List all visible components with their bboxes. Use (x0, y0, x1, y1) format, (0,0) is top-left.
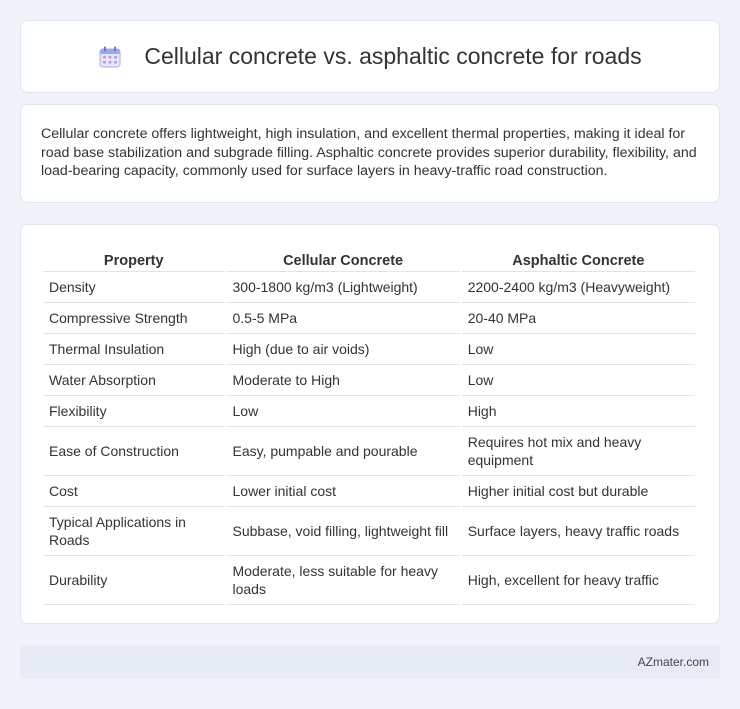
summary-card (20, 104, 720, 203)
property-cell: Ease of Construction (43, 427, 225, 476)
asphaltic-cell: High, excellent for heavy traffic (462, 556, 695, 605)
summary-text: Cellular concrete offers lightweight, high insulation, and excellent thermal properties, making it ideal for road base stabilization and subgrade filling. Asphaltic concrete provides superior durability, flexibility, and load-bearing capacity, commonly used for surface layers in heavy-traffic road construction. (41, 126, 697, 179)
table-row (43, 476, 695, 507)
table-row (43, 365, 695, 396)
column-header-cellular: Cellular Concrete (227, 246, 460, 272)
cellular-cell: Easy, pumpable and pourable (227, 427, 460, 476)
asphaltic-cell: High (462, 396, 695, 427)
footer-brand: AZmater.com (637, 655, 709, 669)
property-cell: Cost (43, 476, 225, 507)
comparison-table (41, 246, 697, 605)
property-cell: Water Absorption (43, 365, 225, 396)
cellular-cell: 300-1800 kg/m3 (Lightweight) (227, 272, 460, 303)
asphaltic-cell: 2200-2400 kg/m3 (Heavyweight) (462, 272, 695, 303)
cellular-cell: Subbase, void filling, lightweight fill (227, 507, 460, 556)
footer (20, 645, 720, 679)
property-cell: Durability (43, 556, 225, 605)
asphaltic-cell: Higher initial cost but durable (462, 476, 695, 507)
column-header-asphaltic: Asphaltic Concrete (462, 246, 695, 272)
title-card (20, 20, 720, 93)
cellular-cell: Lower initial cost (227, 476, 460, 507)
table-row (43, 427, 695, 476)
asphaltic-cell: Low (462, 334, 695, 365)
calendar-icon (98, 45, 122, 69)
page-title: Cellular concrete vs. asphaltic concrete for roads (144, 43, 642, 69)
table-row (43, 396, 695, 427)
cellular-cell: Moderate, less suitable for heavy loads (227, 556, 460, 605)
property-cell: Thermal Insulation (43, 334, 225, 365)
property-cell: Density (43, 272, 225, 303)
property-cell: Typical Applications in Roads (43, 507, 225, 556)
asphaltic-cell: 20-40 MPa (462, 303, 695, 334)
property-cell: Flexibility (43, 396, 225, 427)
table-row (43, 303, 695, 334)
property-cell: Compressive Strength (43, 303, 225, 334)
asphaltic-cell: Surface layers, heavy traffic roads (462, 507, 695, 556)
comparison-table-card (20, 224, 720, 624)
table-row (43, 334, 695, 365)
cellular-cell: 0.5-5 MPa (227, 303, 460, 334)
cellular-cell: High (due to air voids) (227, 334, 460, 365)
table-row (43, 507, 695, 556)
cellular-cell: Low (227, 396, 460, 427)
asphaltic-cell: Low (462, 365, 695, 396)
table-row (43, 556, 695, 605)
table-row (43, 272, 695, 303)
asphaltic-cell: Requires hot mix and heavy equipment (462, 427, 695, 476)
cellular-cell: Moderate to High (227, 365, 460, 396)
table-header-row (43, 246, 695, 272)
column-header-property: Property (43, 246, 225, 272)
